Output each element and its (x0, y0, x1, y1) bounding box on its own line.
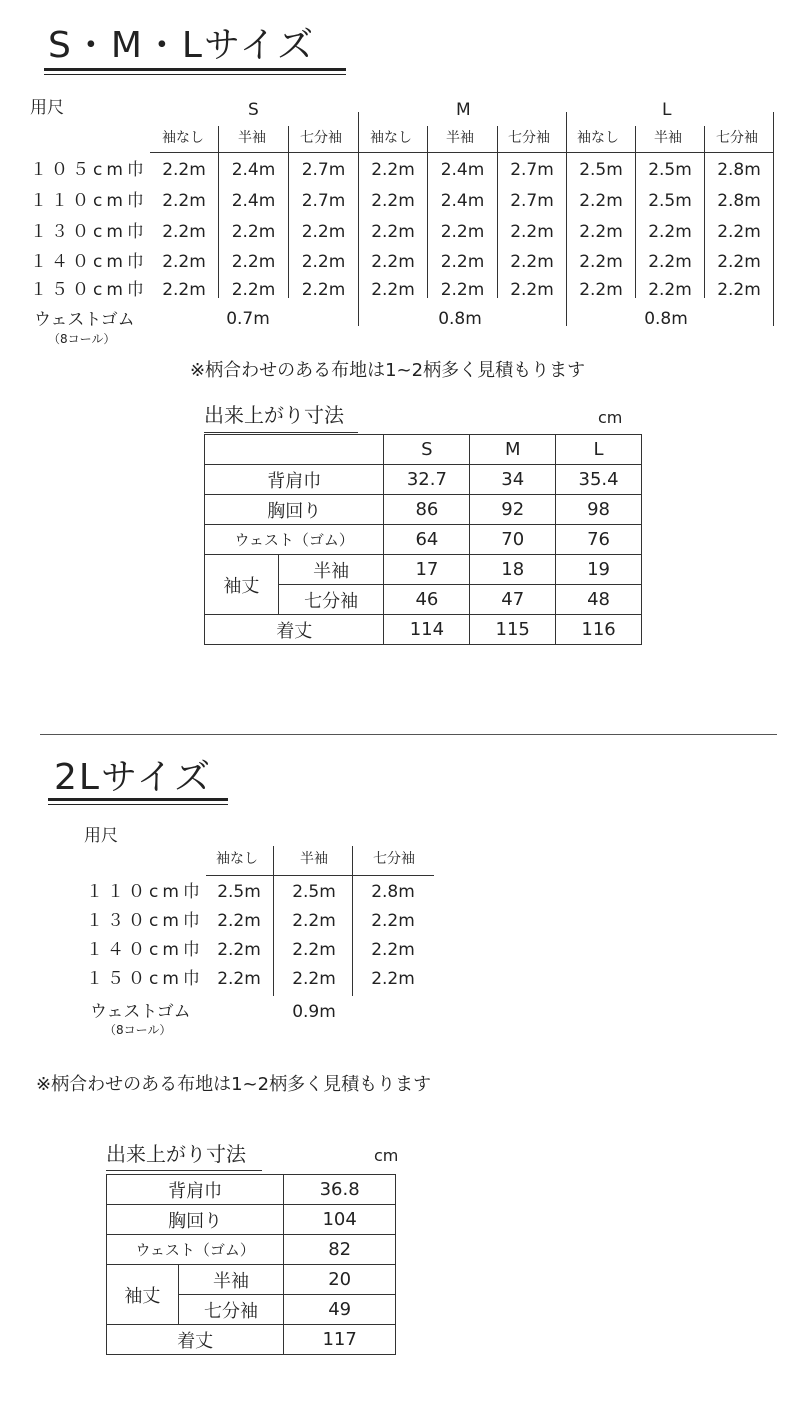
sml-cell: 2.2m (648, 222, 692, 242)
sml-dims-row-short-sleeve (205, 555, 642, 585)
dims-label: 七分袖 (278, 585, 384, 615)
sml-cell: 2.8m (717, 160, 761, 180)
sml-dims-row-length (205, 615, 642, 645)
sml-cell: 2.7m (301, 160, 346, 180)
dims-label: 着丈 (107, 1325, 284, 1355)
dims-value: 115 (470, 615, 556, 645)
xl-yardage-label: 用尺 (84, 826, 118, 846)
sml-dims-row-chest (205, 495, 642, 525)
dims-label: ウェスト（ゴム） (205, 525, 384, 555)
sml-cell: 2.2m (231, 280, 276, 300)
dims-value: 92 (470, 495, 556, 525)
sml-cell: 2.4m (440, 191, 485, 211)
sml-cell: 2.2m (510, 252, 554, 272)
sml-cell: 2.2m (717, 222, 761, 242)
sml-minor-6 (704, 126, 705, 298)
xl-sleeveless: 袖なし (216, 851, 258, 867)
sml-cell: 2.2m (371, 191, 415, 211)
sml-divider-right (773, 112, 774, 326)
dims-label: 背肩巾 (107, 1175, 284, 1205)
xl-cell: 2.5m (292, 882, 336, 902)
sml-cell: 2.2m (162, 191, 206, 211)
dims-label: 半袖 (178, 1265, 284, 1295)
sml-size-m: M (456, 100, 471, 120)
dims-value: 20 (284, 1265, 396, 1295)
xl-waist-sub: （8コール） (104, 1023, 172, 1037)
sml-cell: 2.2m (648, 280, 692, 300)
sml-dims-row-waist (205, 525, 642, 555)
sml-cell: 2.2m (510, 222, 554, 242)
sml-row-label: １４０cm巾 (30, 252, 148, 272)
sml-heading: S・M・Lサイズ (48, 25, 316, 66)
sml-cell: 2.7m (510, 160, 554, 180)
dims-label: ウェスト（ゴム） (107, 1235, 284, 1265)
dims-value: 49 (284, 1295, 396, 1325)
xl-cell: 2.5m (217, 882, 261, 902)
sml-cell: 2.2m (162, 222, 206, 242)
dims-value: 17 (384, 555, 470, 585)
sml-dims-header-row (205, 435, 642, 465)
sml-dims-title: 出来上がり寸法 (204, 403, 344, 427)
dims-sleeve-label: 袖丈 (205, 555, 279, 615)
xl-row-label: １５０cm巾 (86, 969, 204, 989)
xl-waist-label: ウェストゴム (90, 1002, 191, 1022)
xl-cell: 2.2m (292, 969, 336, 989)
sml-row-label: １５０cm巾 (30, 280, 148, 300)
sml-dims-head-m: M (470, 435, 556, 465)
xl-dims-row-length (107, 1325, 396, 1355)
xl-cell: 2.8m (371, 882, 415, 902)
xl-dims-title-underline (106, 1170, 262, 1171)
sml-cell: 2.2m (579, 280, 623, 300)
sml-cell: 2.2m (301, 252, 346, 272)
xl-heading: 2Lサイズ (54, 757, 213, 798)
dims-label: 七分袖 (178, 1295, 284, 1325)
dims-value: 19 (556, 555, 642, 585)
sml-cell: 2.2m (579, 252, 623, 272)
xl-dims-row-chest (107, 1205, 396, 1235)
sml-cell: 2.2m (648, 252, 692, 272)
xl-minor-1 (273, 846, 274, 996)
sml-s-short: 半袖 (238, 130, 266, 146)
dims-value: 117 (284, 1325, 396, 1355)
xl-row-label: １３０cm巾 (86, 911, 204, 931)
xl-dims-row-short-sleeve (107, 1265, 396, 1295)
xl-cell: 2.2m (371, 940, 415, 960)
dims-sleeve-label: 袖丈 (107, 1265, 179, 1325)
sml-dims-title-underline (204, 432, 358, 433)
sml-cell: 2.2m (231, 222, 276, 242)
dims-value: 48 (556, 585, 642, 615)
sml-waist-l: 0.8m (644, 309, 688, 329)
dims-label: 胸回り (205, 495, 384, 525)
sml-cell: 2.2m (579, 222, 623, 242)
xl-row-label: １４０cm巾 (86, 940, 204, 960)
xl-cell: 2.2m (292, 940, 336, 960)
sml-minor-5 (635, 126, 636, 298)
sml-row-label: １１０cm巾 (30, 191, 148, 211)
sml-cell: 2.2m (371, 280, 415, 300)
sml-dims-unit: cm (598, 408, 623, 427)
sml-dims-head-l: L (556, 435, 642, 465)
dims-value: 34 (470, 465, 556, 495)
xl-cell: 2.2m (292, 911, 336, 931)
sml-minor-3 (427, 126, 428, 298)
dims-value: 46 (384, 585, 470, 615)
sml-cell: 2.2m (162, 280, 206, 300)
sml-m-three-quarter: 七分袖 (508, 130, 550, 146)
sml-waist-s: 0.7m (226, 309, 270, 329)
dims-label: 胸回り (107, 1205, 284, 1235)
section-divider (40, 734, 777, 735)
sml-dims-table (204, 434, 642, 645)
dims-value: 98 (556, 495, 642, 525)
sml-s-three-quarter: 七分袖 (300, 130, 342, 146)
sml-cell: 2.2m (231, 252, 276, 272)
sml-cell: 2.2m (301, 280, 346, 300)
sml-dims-head-s: S (384, 435, 470, 465)
sml-heading-underline (44, 68, 346, 71)
sml-cell: 2.2m (371, 160, 415, 180)
dims-value: 70 (470, 525, 556, 555)
xl-heading-underline-thin (48, 804, 228, 805)
xl-pattern-note: ※柄合わせのある布地は1~2柄多く見積もります (36, 1074, 432, 1095)
sml-cell: 2.4m (231, 160, 276, 180)
sml-cell: 2.7m (301, 191, 346, 211)
sml-m-sleeveless: 袖なし (370, 130, 412, 146)
sml-dims-row-shoulder (205, 465, 642, 495)
sml-l-short: 半袖 (654, 130, 682, 146)
xl-dims-row-shoulder (107, 1175, 396, 1205)
sml-cell: 2.2m (162, 252, 206, 272)
xl-cell: 2.2m (371, 969, 415, 989)
sml-cell: 2.8m (717, 191, 761, 211)
sml-waist-label: ウェストゴム (34, 310, 135, 330)
dims-value: 82 (284, 1235, 396, 1265)
sml-s-sleeveless: 袖なし (162, 130, 204, 146)
dims-value: 114 (384, 615, 470, 645)
xl-minor-2 (352, 846, 353, 996)
sml-cell: 2.2m (440, 252, 485, 272)
sml-pattern-note: ※柄合わせのある布地は1~2柄多く見積もります (190, 360, 586, 381)
sml-minor-2 (288, 126, 289, 298)
sml-cell: 2.2m (440, 222, 485, 242)
sml-header-rule (150, 152, 774, 153)
xl-cell: 2.2m (217, 911, 261, 931)
xl-cell: 2.2m (217, 940, 261, 960)
xl-three-quarter: 七分袖 (373, 851, 415, 867)
sml-cell: 2.2m (717, 280, 761, 300)
sml-cell: 2.5m (648, 160, 692, 180)
dims-value: 18 (470, 555, 556, 585)
sml-size-s: S (248, 100, 259, 120)
dims-value: 86 (384, 495, 470, 525)
sml-minor-4 (497, 126, 498, 298)
xl-short: 半袖 (300, 851, 328, 867)
dims-value: 76 (556, 525, 642, 555)
xl-dims-title: 出来上がり寸法 (106, 1142, 246, 1166)
sml-cell: 2.5m (648, 191, 692, 211)
xl-dims-row-waist (107, 1235, 396, 1265)
sml-cell: 2.4m (231, 191, 276, 211)
sml-cell: 2.7m (510, 191, 554, 211)
dims-value: 104 (284, 1205, 396, 1235)
sml-cell: 2.2m (440, 280, 485, 300)
dims-value: 64 (384, 525, 470, 555)
sml-dims-corner (205, 435, 384, 465)
sml-waist-sub: （8コール） (48, 332, 116, 346)
sml-m-short: 半袖 (446, 130, 474, 146)
sml-heading-underline-thin (44, 74, 346, 75)
sml-size-l: L (662, 100, 672, 120)
dims-value: 116 (556, 615, 642, 645)
sml-minor-1 (218, 126, 219, 298)
dims-value: 35.4 (556, 465, 642, 495)
dims-label: 背肩巾 (205, 465, 384, 495)
xl-cell: 2.2m (217, 969, 261, 989)
sml-cell: 2.5m (579, 160, 623, 180)
sml-cell: 2.2m (162, 160, 206, 180)
xl-header-rule (206, 875, 434, 876)
sml-l-three-quarter: 七分袖 (716, 130, 758, 146)
dims-label: 半袖 (278, 555, 384, 585)
sml-cell: 2.2m (510, 280, 554, 300)
xl-dims-unit: cm (374, 1146, 399, 1165)
dims-value: 47 (470, 585, 556, 615)
dims-value: 32.7 (384, 465, 470, 495)
xl-row-label: １１０cm巾 (86, 882, 204, 902)
sml-cell: 2.2m (371, 222, 415, 242)
xl-dims-table (106, 1174, 396, 1355)
dims-label: 着丈 (205, 615, 384, 645)
sml-row-label: １３０cm巾 (30, 222, 148, 242)
sml-cell: 2.2m (371, 252, 415, 272)
xl-waist-value: 0.9m (292, 1002, 336, 1022)
dims-value: 36.8 (284, 1175, 396, 1205)
sml-cell: 2.2m (717, 252, 761, 272)
sml-l-sleeveless: 袖なし (577, 130, 619, 146)
sml-cell: 2.2m (301, 222, 346, 242)
sml-row-label: １０５cm巾 (30, 160, 148, 180)
sml-cell: 2.2m (579, 191, 623, 211)
sml-waist-m: 0.8m (438, 309, 482, 329)
sml-cell: 2.4m (440, 160, 485, 180)
sml-yardage-label: 用尺 (30, 98, 64, 118)
xl-cell: 2.2m (371, 911, 415, 931)
xl-heading-underline (48, 798, 228, 801)
